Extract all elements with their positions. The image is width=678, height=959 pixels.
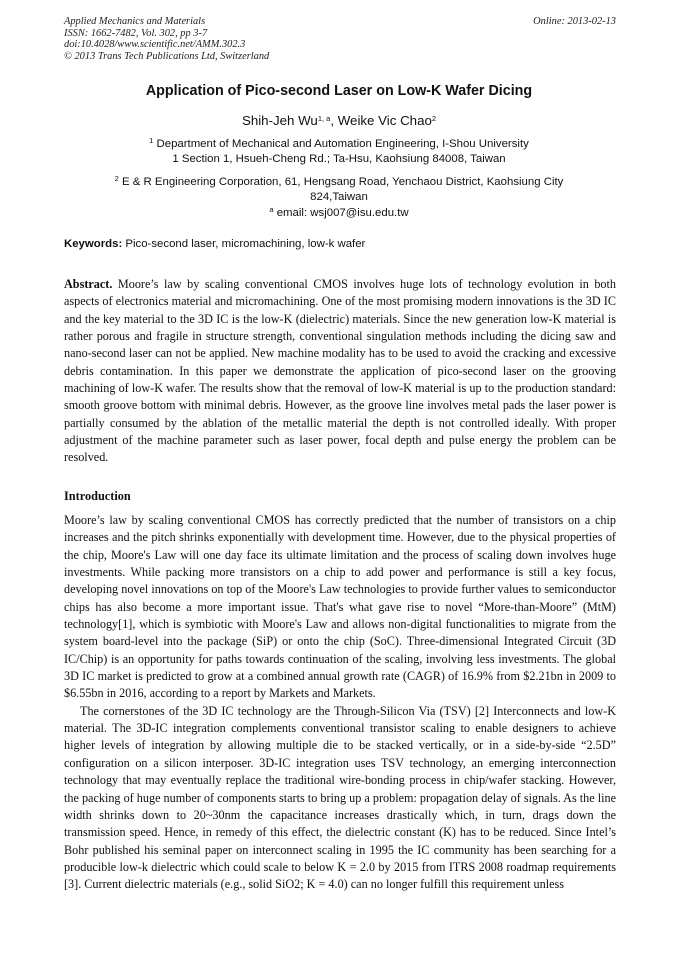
affiliation-2-text: E & R Engineering Corporation, 61, Hengsang Road, Yenchaou District, Kaohsiung City <box>118 176 564 188</box>
journal-name: Applied Mechanics and Materials <box>64 16 206 27</box>
author-line <box>40 112 638 130</box>
affiliation-1-sup: 1 <box>149 136 154 145</box>
paper-title: Application of Pico-second Laser on Low-K Wafer Dicing <box>145 83 533 99</box>
keywords-text: Pico-second laser, micromachining, low-k wafer <box>122 238 366 250</box>
abstract-label: Abstract. <box>64 277 113 291</box>
introduction-paragraph-2: The cornerstones of the 3D IC technology are the Through-Silicon Via (TSV) [2] Interconnects and low-K material. The 3D-IC integration complements conventional transistor scaling to enable designers to achieve higher levels of integration by allowing multiple die to be stacked vertically, or in a side-by-side “2.5D” configuration on a silicon interposer. 3D-IC integration uses TSV technology, an emerging interconnection technology that may eventually replace the traditional wire-bonding process in chip/wafer stacking. However, the packing of huge number of components starts to bring up a problem: propagation delay of signals. As the line width shrinks down to 20~30nm the capacitance increases drastically which, in turn, drags down the transmission speed. Hence, in remedy of this effect, the dielectric constant (K) has to be reduced. Since Intel’s Bohr published his seminal paper on interconnect scaling in 1995 the IC community has been searching for a producible low-k dielectric which could scale to below K = 2.0 by 2015 from ITRS 2008 roadmap requirements [3]. Current dielectric materials (e.g., solid SiO2; K = 4.0) can no longer fulfill this requirement unless <box>64 703 616 892</box>
affiliation-1-text: Department of Mechanical and Automation Engineering, I-Shou University <box>153 138 529 150</box>
affiliation-2-line-2: 824,Taiwan <box>310 191 368 204</box>
keywords <box>64 237 616 252</box>
introduction-body <box>64 512 616 894</box>
doi-line: doi:10.4028/www.scientific.net/AMM.302.3 <box>64 39 246 51</box>
abstract <box>64 276 616 467</box>
author-2: Weike Vic Chao <box>337 113 432 128</box>
introduction-paragraph-1: Moore’s law by scaling conventional CMOS has correctly predicted that the number of transistors on a chip increases and the pitch shrinks exponentially with development time. However, due to the physical properties of the chip, Moore's Law will one day face its ultimate limitation and the process of scaling down involves huge investments. While packing more transistors on a chip to add power and performance is still a key focus, developing novel innovations on top of the Moore's Law technologies to provide further values to semiconductor chips has also become a more important issue. That's what gave rise to novel “More-than-Moore” (MtM) technology[1], which is symbiotic with Moore's Law and allows non-digital functionalities to migrate from the system board-level into the package (SiP) or onto the chip (SoC). Three-dimensional Integrated Circuit (3D IC/Chip) is an opportunity for paths towards continuation of the scaling, involving less investments. The global 3D IC market is predicted to grow at a combined annual growth rate (CAGR) of 16.9% from $2.21bn in 2009 to $6.55bn in 2016, according to a report by Markets and Markets. <box>64 513 616 701</box>
introduction-heading: Introduction <box>64 489 131 503</box>
affiliation-2-sup: 2 <box>114 174 119 183</box>
email-sup: a <box>269 204 274 214</box>
author-1: Shih-Jeh Wu <box>241 113 318 128</box>
online-date: Online: 2013-02-13 <box>533 16 616 27</box>
affiliation-1 <box>40 137 638 168</box>
issn-line: ISSN: 1662-7482, Vol. 302, pp 3-7 <box>64 27 208 39</box>
affiliation-2-line-1 <box>40 175 638 190</box>
abstract-text: Moore’s law by scaling conventional CMOS involves huge lots of technology evolution in both aspects of electronics material and micromachining. One of the most promising modern innovations is the 3D IC and the key material to the 3D IC is the low-K (dielectric) materials. Since the new generation low-K material is rather porous and fragile in structure strength, conventional singulation methods including the dicing saw and nano-second laser can not be applied. New machine modality has to be used to avoid the cracking and excessive debris contamination. In this paper we demonstrate the application of pico-second laser on the grooving machining of low-K wafer. The results show that the removal of low-K material is up to the production standard: smooth groove bottom with minimal debris. However, as the groove line involves metal pads the laser power is partially consumed by the ablation of the metallic material the depth is not controlled ideally. With proper adjustment of the machine parameter such as laser power, focal depth and pulse energy the problem can be resolved. <box>64 277 616 465</box>
journal-header <box>64 16 616 62</box>
affiliation-1-line-1 <box>40 137 638 152</box>
affiliation-1-line-2: 1 Section 1, Hsueh-Cheng Rd.; Ta-Hsu, Kaohsiung 84008, Taiwan <box>172 153 506 166</box>
copyright-line: © 2013 Trans Tech Publications Ltd, Switzerland <box>64 50 270 62</box>
author-separator: , <box>330 113 338 128</box>
affiliation-2 <box>40 175 638 221</box>
author-2-sup: 2 <box>431 114 437 123</box>
keywords-label: Keywords: <box>64 238 123 250</box>
email-line <box>40 206 638 221</box>
author-1-sup: 1, a <box>317 114 331 123</box>
email-text: email: wsj007@isu.edu.tw <box>273 206 409 219</box>
